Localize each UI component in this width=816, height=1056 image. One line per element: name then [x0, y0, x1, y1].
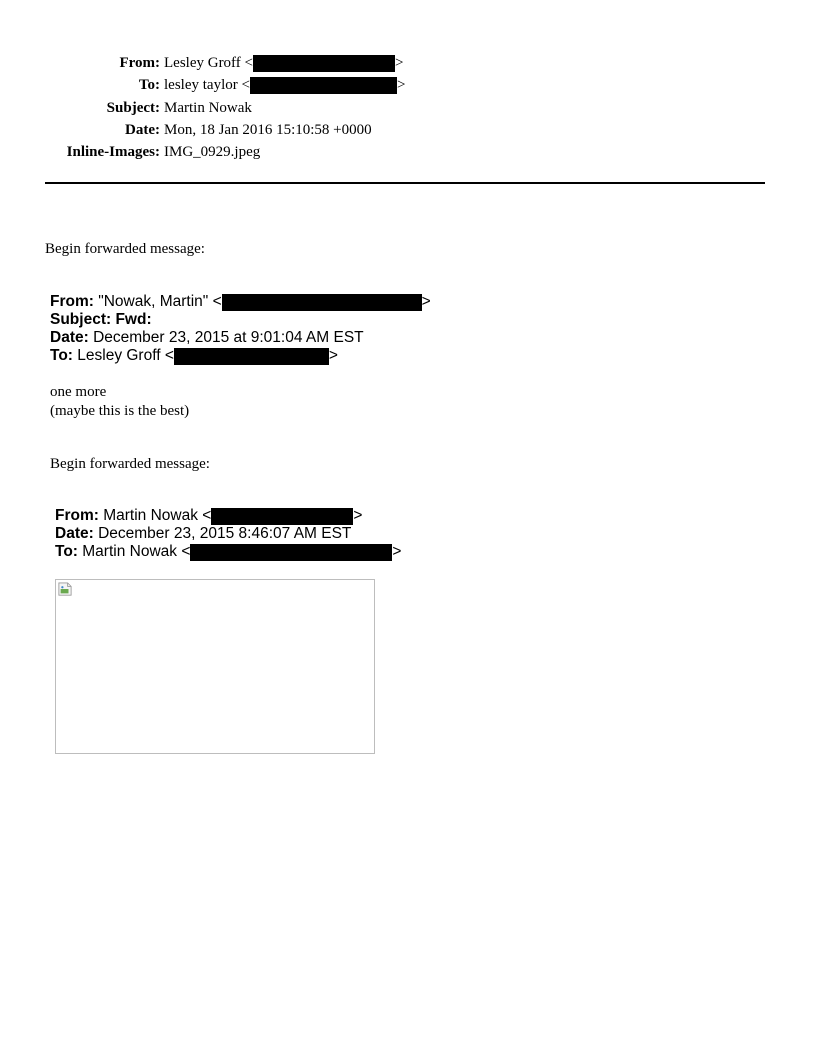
fwd1-from-close: > — [421, 293, 431, 310]
fwd1-date-row — [50, 329, 431, 347]
fwd1-subject-value: Fwd: — [115, 311, 152, 328]
fwd1-to-close: > — [328, 347, 338, 364]
begin-forwarded-message-2: Begin forwarded message: — [50, 456, 210, 472]
redaction-bar — [222, 294, 422, 311]
broken-image-icon — [58, 582, 72, 596]
fwd2-from-row — [55, 507, 401, 525]
header-inline-images-row — [0, 141, 816, 163]
header-from-value — [160, 52, 403, 74]
header-date-value: Mon, 18 Jan 2016 15:10:58 +0000 — [164, 121, 372, 138]
inline-image-placeholder[interactable] — [55, 579, 375, 754]
header-subject-value: Martin Nowak — [164, 99, 252, 116]
header-subject-row — [0, 97, 816, 119]
forwarded-header-1 — [50, 293, 431, 365]
header-from-row — [0, 52, 816, 74]
body-line: one more — [50, 384, 107, 400]
forwarded-header-2 — [55, 507, 401, 561]
header-to-name: lesley taylor < — [164, 77, 250, 94]
redaction-bar — [190, 544, 392, 561]
redaction-bar — [211, 508, 353, 525]
redaction-bar — [174, 348, 329, 365]
fwd1-date-label: Date: — [50, 329, 89, 346]
header-date-row — [0, 119, 816, 141]
header-to-value — [160, 74, 405, 96]
fwd2-from-value: Martin Nowak < — [103, 507, 212, 524]
header-divider — [45, 182, 765, 184]
header-subject-label: Subject: — [106, 99, 160, 116]
fwd2-date-value: December 23, 2015 8:46:07 AM EST — [98, 525, 352, 542]
fwd2-to-close: > — [392, 543, 402, 560]
header-date-label: Date: — [125, 121, 160, 138]
fwd1-date-value: December 23, 2015 at 9:01:04 AM EST — [93, 329, 364, 346]
header-from-name: Lesley Groff < — [164, 55, 253, 71]
header-from-label: From: — [119, 55, 160, 71]
fwd2-date-label: Date: — [55, 525, 94, 542]
fwd1-to-label: To: — [50, 347, 73, 364]
redaction-bar — [253, 55, 395, 72]
header-from-close: > — [395, 55, 404, 71]
email-header — [0, 52, 816, 163]
header-to-close: > — [396, 77, 406, 94]
fwd2-to-value: Martin Nowak < — [82, 543, 191, 560]
fwd2-to-row — [55, 543, 401, 561]
message-body — [50, 383, 189, 420]
fwd1-subject-label: Subject: — [50, 311, 112, 328]
fwd2-from-label: From: — [55, 507, 99, 524]
header-to-label: To: — [138, 77, 160, 94]
header-to-row — [0, 74, 816, 96]
redaction-bar — [250, 77, 397, 94]
fwd1-to-value: Lesley Groff < — [77, 347, 174, 364]
fwd2-from-close: > — [353, 507, 363, 524]
body-line: (maybe this is the best) — [50, 402, 190, 419]
begin-forwarded-message-1: Begin forwarded message: — [45, 241, 205, 257]
fwd2-date-row — [55, 525, 401, 543]
header-inline-images-label: Inline-Images: — [66, 144, 160, 161]
fwd1-from-row — [50, 293, 431, 311]
fwd1-from-label: From: — [50, 293, 94, 310]
fwd1-to-row — [50, 347, 431, 365]
fwd1-subject-row — [50, 311, 431, 329]
fwd2-to-label: To: — [55, 543, 78, 560]
header-inline-images-value: IMG_0929.jpeg — [164, 144, 261, 161]
fwd1-from-value: "Nowak, Martin" < — [98, 293, 222, 310]
